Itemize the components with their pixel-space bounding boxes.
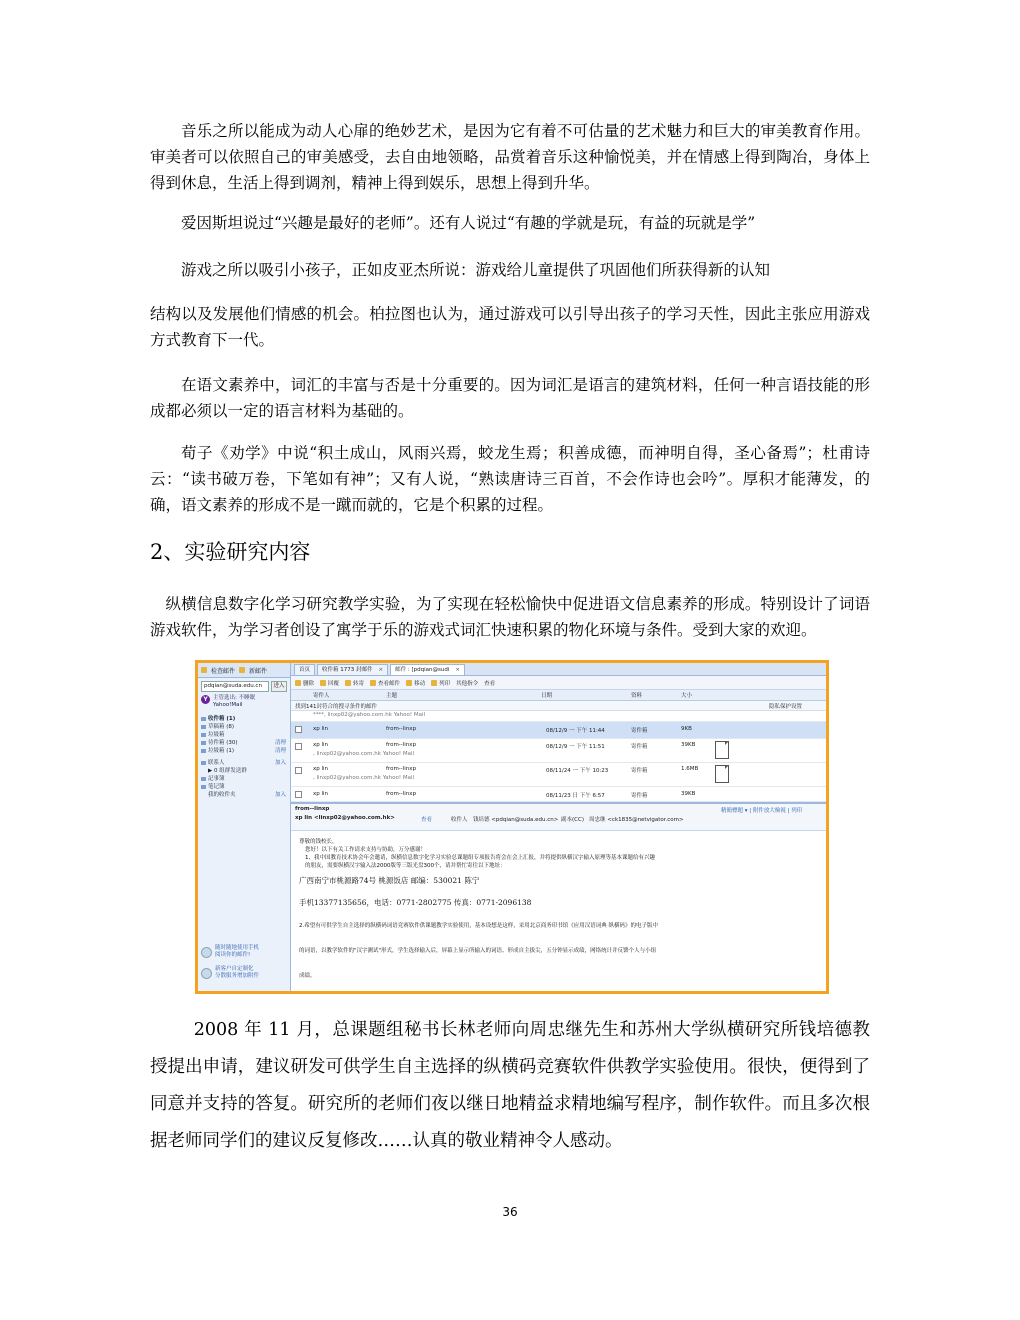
view-link[interactable]: 查看: [421, 817, 433, 823]
notebook-icon: [201, 777, 206, 781]
compose-button[interactable]: 新邮件: [239, 666, 267, 675]
preview-header: from--linxp xp lin <linxp02@yahoo.com.hk> 查看 收件人 钱培德 <pdqian@suda.edu.cn> 副本(CC) 周忠继 <ck1835@netvigator.com> 精簡標題 ▾ | 附件放大檢視 | 列印: [291, 802, 826, 831]
notebook-icon: [201, 785, 206, 789]
paragraph-music: 音乐之所以能成为动人心扉的绝妙艺术，是因为它有着不可估量的艺术魅力和巨大的审美教育作用。审美者可以依照自己的审美感受，去自由地领略，品赏着音乐这种愉悦美，并在情感上得到陶冶，身体上得到休息，生活上得到调剂，精神上得到娱乐，思想上得到升华。: [150, 122, 870, 192]
row-checkbox[interactable]: [295, 726, 302, 733]
folder-tree: [198, 715, 290, 799]
folder-item[interactable]: 笔记簿: [198, 783, 290, 791]
tab-message[interactable]: 邮件 : [pdqian@sudi ×: [390, 664, 465, 675]
mail-icon: [370, 680, 376, 686]
preview-from: xp lin <linxp02@yahoo.com.hk>: [295, 815, 395, 821]
row-checkbox[interactable]: [295, 791, 302, 798]
column-date[interactable]: 日期: [541, 693, 553, 699]
compose-icon: [239, 667, 245, 673]
folder-item[interactable]: 待件箱 (30) 清理: [198, 739, 290, 747]
paragraph-games: 游戏之所以吸引小孩子，正如皮亚杰所说：游戏给儿童提供了巩固他们所获得新的认知: [181, 261, 771, 279]
folder-item[interactable]: 垃圾箱: [198, 731, 290, 739]
paragraph-vocabulary: 在语文素养中，词汇的丰富与否是十分重要的。因为词汇是语言的建筑材料，任何一种言语技能的形成都必须以一定的语言材料为基础的。: [150, 376, 870, 420]
account-line1: 主管选出: 不睡眠: [213, 695, 256, 701]
promo-attachments[interactable]: 新客户自定制化 分散服务增加附件: [201, 966, 287, 980]
account-line2: Yahoo!Mail: [213, 702, 243, 708]
reply-icon: [320, 680, 326, 686]
preview-to: 钱培德 <pdqian@suda.edu.cn>: [473, 817, 559, 823]
view-button[interactable]: 查看: [484, 680, 496, 687]
address-bar: [201, 681, 287, 692]
preview-subject: from--linxp: [295, 806, 330, 812]
folder-item[interactable]: 收件箱 (1): [198, 715, 290, 723]
contacts-icon: [201, 761, 206, 765]
folder-icon: [201, 717, 206, 721]
folder-item[interactable]: 垃圾箱 (1) 清理: [198, 747, 290, 755]
close-icon[interactable]: ×: [455, 667, 460, 673]
close-icon[interactable]: ×: [378, 667, 384, 673]
email-main-panel: 首页 收件箱 1773 封邮件 × 邮件 : [pdqian@sudi × 删除 回覆 转寄 查看邮件 移动 列印 其他指令 查看 寄件人 主题 日期 资料 大小 找到141封符合的搜寻条件的邮件 隐私保护设置 ****, linxp02@yahoo.com.hk Yahoo! Mail xp lin from--linxp 08/12/9 一 下午 11:44 寄件箱 9KB xp lin , linxp02@yahoo.com.hk Yahoo! Mail from--linxp 08/12/9 一 下午 11:51 寄件箱 39KB xp lin , linxp02@yahoo.com.hk Yahoo! Mail from--linxp 08/11/24 一 下午 10:23 寄件箱 1.6MB xp lin from--linxp 08/11/23 日 下午 6:57 寄件箱 39KB from--linxp xp lin <linxp02@yahoo.com.hk> 查看 收件人 钱培德 <pdqian@suda.edu.cn> 副本(CC) 周忠继 <ck1835@netvigator.com> 精簡標題 ▾ | 附件放大檢視 | 列印 尊敬的钱校长， 您好！以下有关工作请求支持与协助，万分感谢！ 1、我中国教育技术协会年会邀请，纵横信息数字化学习实验总课题组专项报告将会在会上汇报，并将提供纵横汉字输入原理等基本课题给有兴趣 的朋友，需要纵横汉字输入法2000版等三版光盘300个，请并帮忙寄往以下地址： 广西南宁市桃源路74号 桃源饭店 邮编：530021 陈宁 手机13377135656，电话：0771-2802775 传真：0771-2096138 2.希望有可供学生自主选择的纵横码词语竞赛软件供课题教学实验使用，基本设想是这样，采用北京商务印书馆《应用汉语词典 纵横码》的电子版中 的词语，以教学软件的"汉字测试"形式，学生选择输入后，屏幕上显示所输入的词语、形成自主拔尖，五分钟显示成绩，网络统计并反馈个人与小组 成绩。: [291, 663, 826, 991]
delete-icon: [295, 680, 301, 686]
folder-icon: [201, 741, 206, 745]
folder-icon: [406, 680, 412, 686]
print-icon: [431, 680, 437, 686]
account-info: [201, 695, 287, 709]
check-mail-toolbar-button[interactable]: 查看邮件: [370, 679, 400, 687]
column-header: [291, 690, 826, 701]
check-mail-button[interactable]: 检查邮件: [201, 666, 235, 675]
row-checkbox[interactable]: [295, 743, 302, 750]
table-row[interactable]: xp lin , linxp02@yahoo.com.hk Yahoo! Mail from--linxp 08/11/24 一 下午 10:23 寄件箱 1.6MB: [291, 763, 826, 787]
paragraph-experiment: 纵横信息数字化学习研究教学实验，为了实现在轻松愉快中促进语文信息素养的形成。特别设计了词语游戏软件，为学习者创设了寓学于乐的游戏式词汇快速积累的物化环境与条件。受到大家的欢迎。: [150, 595, 870, 639]
table-row[interactable]: xp lin from--linxp 08/12/9 一 下午 11:44 寄件箱 9KB: [291, 722, 826, 739]
print-button[interactable]: 列印: [431, 679, 450, 687]
folder-item[interactable]: ▶ 0 组群发送群: [208, 768, 247, 774]
email-left-panel: [198, 663, 291, 991]
column-folder[interactable]: 资料: [631, 693, 643, 699]
magnifier-icon: [201, 947, 212, 958]
delete-button[interactable]: 删除: [295, 679, 314, 687]
forward-icon: [345, 680, 351, 686]
paragraph-development: 2008 年 11 月，总课题组秘书长林老师向周忠继先生和苏州大学纵横研究所钱培德教授提出申请，建议研发可供学生自主选择的纵横码竞赛软件供教学实验使用。很快，便得到了同意并支持的答复。研究所的老师们夜以继日地精益求精地编写程序，制作软件。而且多次根据老师同学们的建议反复修改……认真的敬业精神令人感动。: [150, 1020, 870, 1151]
forward-button[interactable]: 转寄: [345, 679, 364, 687]
move-button[interactable]: 移动: [406, 679, 425, 687]
folder-item[interactable]: 联系人 加入: [198, 759, 290, 767]
privacy-checkbox[interactable]: 隐私保护设置: [769, 704, 803, 710]
preview-cc: 周忠继 <ck1835@netvigator.com>: [589, 817, 684, 823]
tab-inbox[interactable]: 收件箱 1773 封邮件 ×: [317, 664, 388, 675]
section-heading: 2、实验研究内容: [150, 540, 311, 564]
table-row[interactable]: xp lin from--linxp 08/11/23 日 下午 6:57 寄件箱 39KB: [291, 787, 826, 802]
folder-item[interactable]: 記事簿: [198, 775, 290, 783]
reply-button[interactable]: 回覆: [320, 679, 339, 687]
folder-icon: [201, 725, 206, 729]
left-toolbar: [198, 663, 290, 678]
column-size[interactable]: 大小: [681, 693, 693, 699]
folder-item[interactable]: 草稿箱 (8): [198, 723, 290, 731]
globe-icon: [201, 968, 212, 979]
table-row[interactable]: xp lin , linxp02@yahoo.com.hk Yahoo! Mail from--linxp 08/12/9 一 下午 11:51 寄件箱 39KB: [291, 739, 826, 763]
paragraph-einstein: 爱因斯坦说过“兴趣是最好的老师”。还有人说过“有趣的学就是玩，有益的玩就是学”: [181, 214, 756, 232]
yahoo-logo-icon: Y: [201, 695, 210, 704]
paragraph-xunzi: 荀子《劝学》中说“积土成山，风雨兴焉，蛟龙生焉；积善成德，而神明自得，圣心备焉”；杜甫诗云：“读书破万卷，下笔如有神”；又有人说，“熟读唐诗三百首，不会作诗也会吟”。厚积才能薄发，的确，语文素养的形成不是一蹴而就的，它是个积累的过程。: [150, 444, 870, 514]
column-subject[interactable]: 主题: [386, 693, 398, 699]
page-number: 36: [502, 1205, 518, 1219]
folder-item[interactable]: 我的收件夹 加入: [208, 792, 286, 798]
more-actions-button[interactable]: 其他指令: [456, 680, 479, 687]
tab-home[interactable]: 首页: [294, 664, 315, 675]
paragraph-plato: 结构以及发展他们情感的机会。柏拉图也认为，通过游戏可以引导出孩子的学习天性，因此主张应用游戏方式教育下一代。: [150, 305, 870, 349]
email-screenshot: [195, 660, 829, 994]
address-go-button[interactable]: 进入: [271, 681, 287, 692]
address-input[interactable]: pdqian@suda.edu.cn: [201, 681, 269, 692]
column-from[interactable]: 寄件人: [313, 693, 330, 699]
attachment-icon: [715, 741, 729, 759]
search-notice: 找到141封符合的搜寻条件的邮件 隐私保护设置: [291, 701, 826, 711]
folder-icon: [201, 733, 206, 737]
mail-toolbar: [291, 676, 826, 690]
promo-mobile[interactable]: 随时随地使用手机 阅读你的邮件!: [201, 945, 287, 959]
preview-actions[interactable]: 精簡標題 ▾ | 附件放大檢視 | 列印: [721, 808, 803, 814]
folder-icon: [201, 749, 206, 753]
tab-bar: [291, 663, 826, 676]
table-row[interactable]: ****, linxp02@yahoo.com.hk Yahoo! Mail: [291, 711, 826, 722]
row-checkbox[interactable]: [295, 767, 302, 774]
mail-icon: [201, 667, 207, 673]
attachment-icon: [715, 765, 729, 783]
